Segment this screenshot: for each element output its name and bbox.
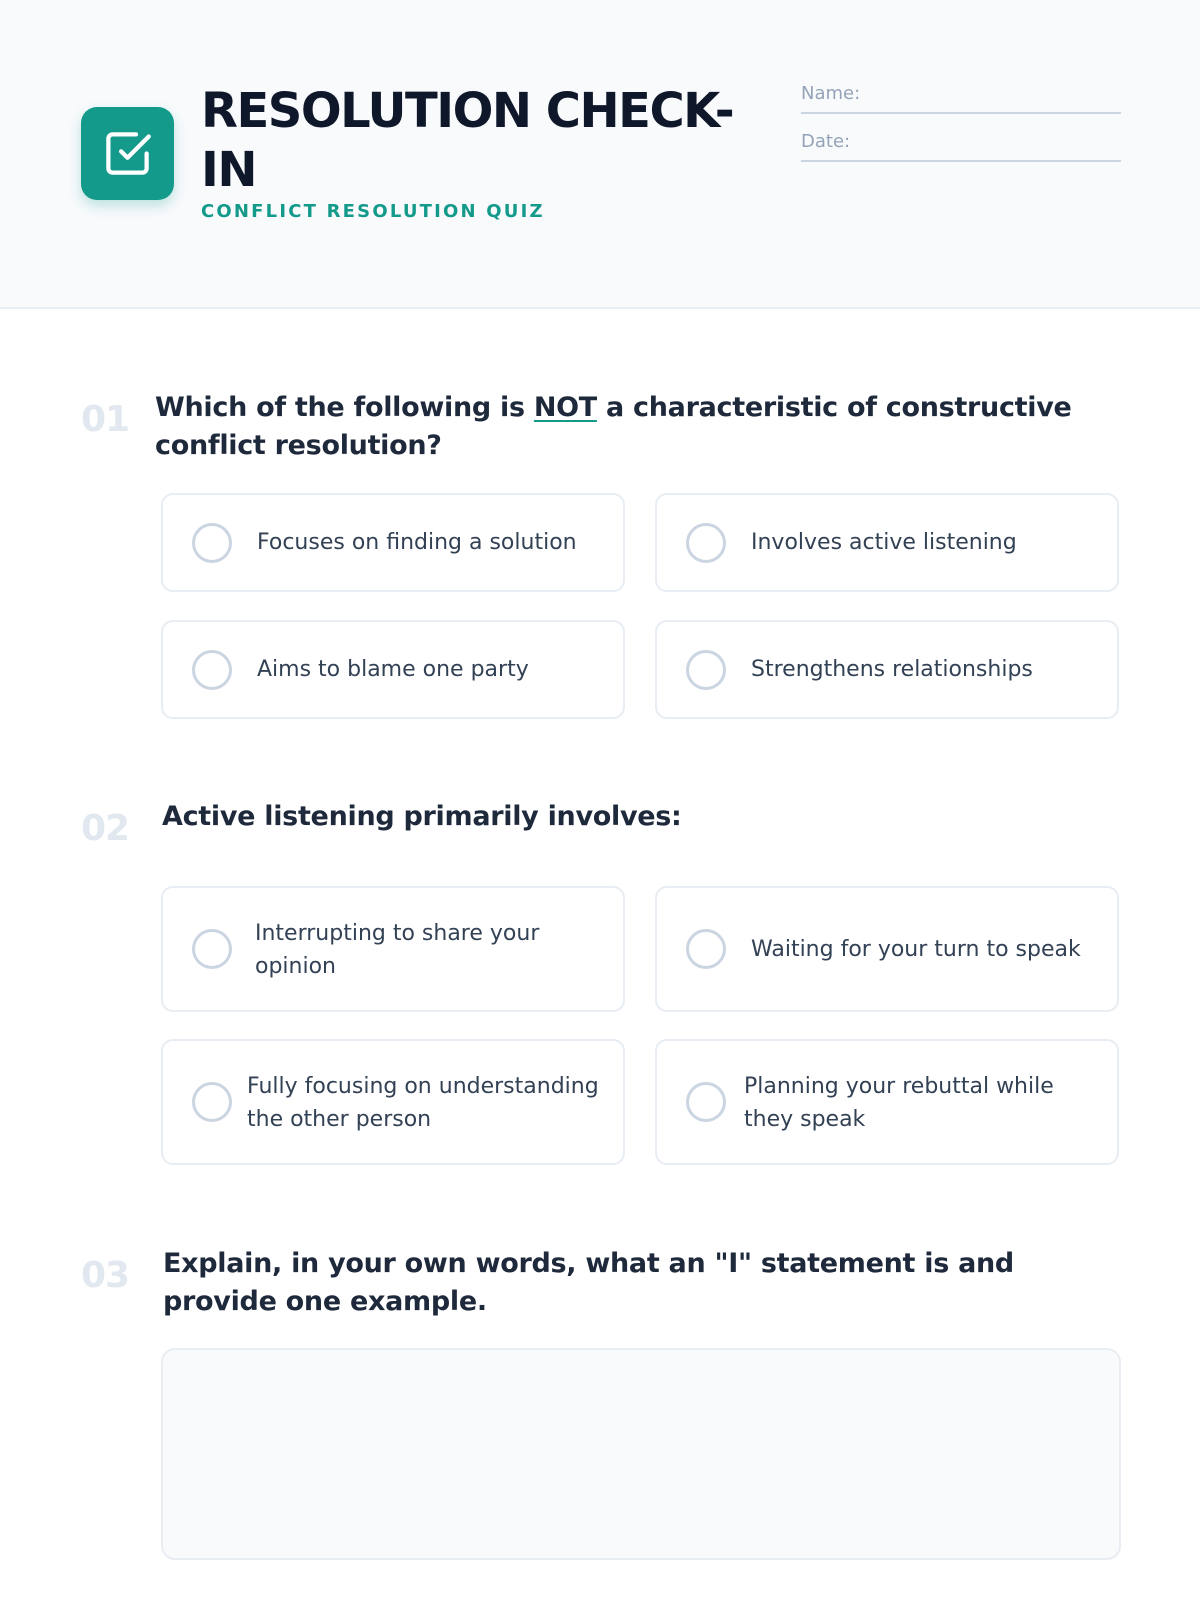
- option-label: Aims to blame one party: [257, 657, 529, 682]
- answer-option[interactable]: [655, 493, 1119, 592]
- question-text: Explain, in your own words, what an "I" statement is and provide one example.: [163, 1248, 1014, 1317]
- name-field[interactable]: [801, 80, 1121, 114]
- radio-button[interactable]: [686, 929, 726, 969]
- worksheet-header: [0, 0, 1200, 309]
- question-number: 01: [81, 399, 130, 440]
- answer-textarea[interactable]: [161, 1348, 1121, 1560]
- answer-option[interactable]: [655, 620, 1119, 719]
- question-text: Active listening primarily involves:: [162, 801, 682, 832]
- radio-button[interactable]: [192, 523, 232, 563]
- radio-button[interactable]: [686, 1082, 726, 1122]
- answer-option[interactable]: [161, 493, 625, 592]
- answer-option[interactable]: [161, 886, 625, 1012]
- name-label: Name:: [801, 83, 861, 104]
- option-label: Involves active listening: [751, 530, 1017, 555]
- question-number: 02: [81, 808, 130, 849]
- option-label: Strengthens relationships: [751, 657, 1033, 682]
- answer-option[interactable]: [655, 1039, 1119, 1165]
- radio-button[interactable]: [192, 650, 232, 690]
- option-label: Planning your rebuttal while they speak: [744, 1074, 1054, 1132]
- page-subtitle: CONFLICT RESOLUTION QUIZ: [201, 201, 545, 222]
- question-text: [155, 389, 1095, 465]
- option-label: Waiting for your turn to speak: [751, 937, 1081, 962]
- logo: [81, 107, 174, 200]
- option-label: Interrupting to share your opinion: [255, 921, 540, 979]
- question-number: 03: [81, 1255, 130, 1296]
- option-label: Fully focusing on understanding the other person: [247, 1074, 599, 1132]
- date-label: Date:: [801, 131, 851, 152]
- question-emphasis: NOT: [533, 392, 597, 423]
- question-text-part: Which of the following is: [155, 392, 534, 423]
- answer-option[interactable]: [161, 620, 625, 719]
- answer-option[interactable]: [655, 886, 1119, 1012]
- radio-button[interactable]: [686, 523, 726, 563]
- date-field[interactable]: [801, 128, 1121, 162]
- answer-option[interactable]: [161, 1039, 625, 1165]
- radio-button[interactable]: [192, 929, 232, 969]
- question-text-part: a characteristic of constructive conflict resolution?: [155, 392, 1072, 461]
- option-label: Focuses on finding a solution: [257, 530, 577, 555]
- page-title: RESOLUTION CHECK-IN: [201, 83, 734, 198]
- radio-button[interactable]: [686, 650, 726, 690]
- radio-button[interactable]: [192, 1082, 232, 1122]
